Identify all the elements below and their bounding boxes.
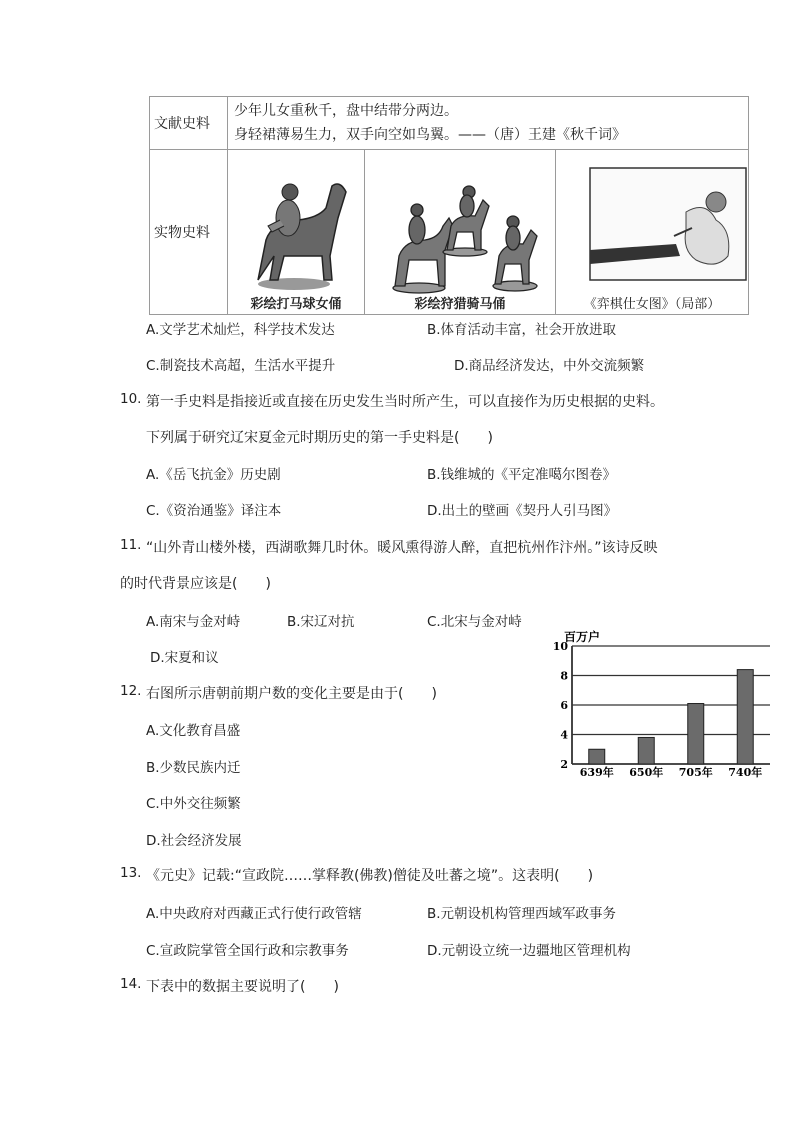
artifact-cell-polo <box>228 150 365 315</box>
q12-number: 12. <box>120 683 142 699</box>
q11-option-c[interactable]: C.北宋与金对峙 <box>427 614 522 630</box>
chart-y-tick-label: 4 <box>560 728 568 742</box>
q10-number: 10. <box>120 391 142 407</box>
q11-number: 11. <box>120 537 142 553</box>
chart-bar <box>737 670 753 764</box>
q11-option-d[interactable]: D.宋夏和议 <box>150 650 219 666</box>
q13-option-b[interactable]: B.元朝设机构管理西域军政事务 <box>427 906 617 922</box>
artifact-cell-hunting <box>365 150 556 315</box>
q13-option-c[interactable]: C.宣政院掌管全国行政和宗教事务 <box>146 943 349 959</box>
q11-option-b[interactable]: B.宋辽对抗 <box>287 614 355 630</box>
artifact-cell-painting <box>556 150 749 315</box>
chart-bar <box>638 737 654 764</box>
chart-y-tick-label: 10 <box>552 640 568 653</box>
q13-option-d[interactable]: D.元朝设立统一边疆地区管理机构 <box>427 943 631 959</box>
chart-x-tick-label: 740年 <box>728 766 763 779</box>
poem-cell <box>228 97 749 150</box>
household-bar-chart <box>548 628 778 780</box>
q13-number: 13. <box>120 865 142 881</box>
q14-stem: 下表中的数据主要说明了( ) <box>146 979 339 995</box>
caption-polo: 彩绘打马球女俑 <box>250 297 342 312</box>
q9-option-a[interactable]: A.文学艺术灿烂，科学技术发达 <box>146 322 335 338</box>
q12-option-c[interactable]: C.中外交往频繁 <box>146 796 241 812</box>
caption-painting: 《弈棋仕女图》（局部） <box>583 297 721 312</box>
q11-option-a[interactable]: A.南宋与金对峙 <box>146 614 241 630</box>
q12-option-d[interactable]: D.社会经济发展 <box>146 833 242 849</box>
q11-stem-line2: 的时代背景应该是( ) <box>120 576 271 592</box>
q10-option-c[interactable]: C.《资治通鉴》译注本 <box>146 503 282 519</box>
table-header-literature: 文献史料 <box>150 97 228 150</box>
q14-number: 14. <box>120 976 142 992</box>
caption-hunting: 彩绘狩猎骑马俑 <box>414 297 506 312</box>
q12-stem: 右图所示唐朝前期户数的变化主要是由于( ) <box>146 686 437 702</box>
poem-line-1: 少年儿女重秋千，盘中结带分两边。 <box>234 103 458 119</box>
chart-y-tick-label: 6 <box>560 699 568 712</box>
poem-line-2: 身轻裙薄易生力，双手向空如鸟翼。——（唐）王建《秋千词》 <box>234 127 626 143</box>
source-table <box>149 96 749 315</box>
hunting-figurine-image <box>365 160 555 300</box>
chart-y-tick-label: 2 <box>560 758 568 771</box>
q11-stem-line1: “山外青山楼外楼，西湖歌舞几时休。暖风熏得游人醉，直把杭州作汴州。”该诗反映 <box>146 540 658 556</box>
q10-stem-line1: 第一手史料是指接近或直接在历史发生当时所产生，可以直接作为历史根据的史料。 <box>146 394 664 410</box>
q13-option-a[interactable]: A.中央政府对西藏正式行使行政管辖 <box>146 906 362 922</box>
chess-painting-image <box>556 160 748 300</box>
q9-option-c[interactable]: C.制瓷技术高超，生活水平提升 <box>146 358 336 374</box>
q12-option-b[interactable]: B.少数民族内迁 <box>146 760 241 776</box>
table-header-artifact: 实物史料 <box>150 150 228 315</box>
q12-option-a[interactable]: A.文化教育昌盛 <box>146 723 241 739</box>
q10-option-b[interactable]: B.钱维城的《平定准噶尔图卷》 <box>427 467 617 483</box>
polo-figurine-image <box>228 160 364 300</box>
chart-bar <box>589 749 605 764</box>
q9-option-d[interactable]: D.商品经济发达，中外交流频繁 <box>454 358 645 374</box>
q13-stem: 《元史》记载:“宣政院……掌释教(佛教)僧徒及吐蕃之境”。这表明( ) <box>146 868 594 884</box>
chart-x-tick-label: 705年 <box>678 766 713 779</box>
chart-y-tick-label: 8 <box>560 669 568 683</box>
q10-option-a[interactable]: A.《岳飞抗金》历史剧 <box>146 467 281 483</box>
q10-option-d[interactable]: D.出土的壁画《契丹人引马图》 <box>427 503 618 519</box>
chart-y-axis-label: 百万户 <box>564 630 601 644</box>
q10-stem-line2: 下列属于研究辽宋夏金元时期历史的第一手史料是( ) <box>146 430 493 446</box>
chart-x-tick-label: 650年 <box>629 766 664 779</box>
chart-x-tick-label: 639年 <box>579 766 614 779</box>
chart-bar <box>688 704 704 764</box>
q9-option-b[interactable]: B.体育活动丰富，社会开放进取 <box>427 322 617 338</box>
